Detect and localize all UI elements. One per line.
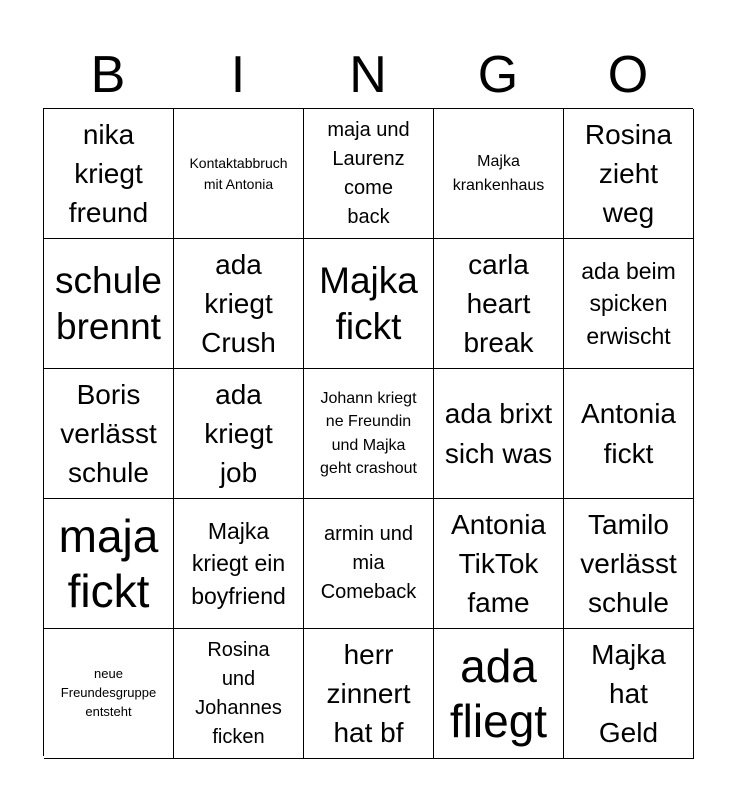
bingo-cell[interactable] (44, 109, 174, 239)
bingo-cell[interactable] (174, 369, 304, 499)
cell-text: Tamilo verlässt schule (580, 508, 677, 619)
cell-text: ada kriegt job (204, 378, 273, 489)
bingo-cell[interactable] (304, 239, 434, 369)
cell-text: neue Freundesgruppe entsteht (60, 666, 157, 719)
bingo-cell[interactable] (304, 499, 434, 629)
cell-text: Majka krankenhaus (452, 153, 545, 194)
bingo-cell[interactable] (564, 629, 694, 759)
bingo-cell[interactable] (564, 239, 694, 369)
cell-text: Rosina zieht weg (584, 118, 673, 229)
bingo-cell[interactable] (304, 629, 434, 759)
cell-text: Kontaktabbruch mit Antonia (189, 155, 288, 192)
bingo-cell[interactable] (434, 109, 564, 239)
bingo-cell[interactable] (44, 369, 174, 499)
bingo-cell[interactable] (304, 369, 434, 499)
cell-text: ada kriegt Crush (201, 248, 276, 359)
header-letter-i: I (230, 46, 246, 104)
header-letter-g: G (477, 46, 519, 104)
cell-text: ada fliegt (449, 640, 548, 747)
bingo-cell[interactable] (564, 499, 694, 629)
header-letter-b: B (90, 46, 126, 104)
bingo-cell[interactable] (434, 499, 564, 629)
bingo-cell[interactable] (174, 239, 304, 369)
cell-text: nika kriegt freund (68, 118, 149, 229)
bingo-cell[interactable] (564, 369, 694, 499)
bingo-cell[interactable] (174, 629, 304, 759)
cell-text: Antonia TikTok fame (451, 508, 546, 619)
cell-text: Majka fickt (319, 260, 418, 347)
bingo-header (43, 42, 693, 108)
cell-text: maja und Laurenz come back (327, 118, 410, 228)
bingo-cell[interactable] (44, 499, 174, 629)
bingo-cell[interactable] (434, 239, 564, 369)
bingo-board (43, 108, 693, 756)
cell-text: schule brennt (55, 260, 162, 347)
cell-text: Majka hat Geld (591, 638, 666, 749)
bingo-cell[interactable] (564, 109, 694, 239)
bingo-cell[interactable] (174, 109, 304, 239)
cell-text: carla heart break (463, 248, 534, 359)
bingo-cell[interactable] (434, 629, 564, 759)
cell-text: herr zinnert hat bf (326, 638, 411, 749)
bingo-cell[interactable] (44, 629, 174, 759)
cell-text: ada brixt sich was (444, 398, 553, 469)
bingo-cell[interactable] (434, 369, 564, 499)
cell-text: Boris verlässt schule (60, 378, 157, 489)
bingo-cell[interactable] (44, 239, 174, 369)
cell-text: Rosina und Johannes ficken (195, 638, 282, 748)
cell-text: armin und mia Comeback (320, 523, 417, 603)
cell-text: Johann kriegt ne Freundin und Majka geht crashout (320, 390, 417, 477)
cell-text: maja fickt (58, 510, 159, 617)
bingo-cell[interactable] (304, 109, 434, 239)
cell-text: Antonia fickt (581, 398, 676, 469)
header-letter-n: N (349, 46, 387, 104)
header-letter-o: O (607, 46, 649, 104)
cell-text: Majka kriegt ein boyfriend (191, 517, 286, 609)
bingo-cell[interactable] (174, 499, 304, 629)
cell-text: ada beim spicken erwischt (581, 257, 676, 349)
